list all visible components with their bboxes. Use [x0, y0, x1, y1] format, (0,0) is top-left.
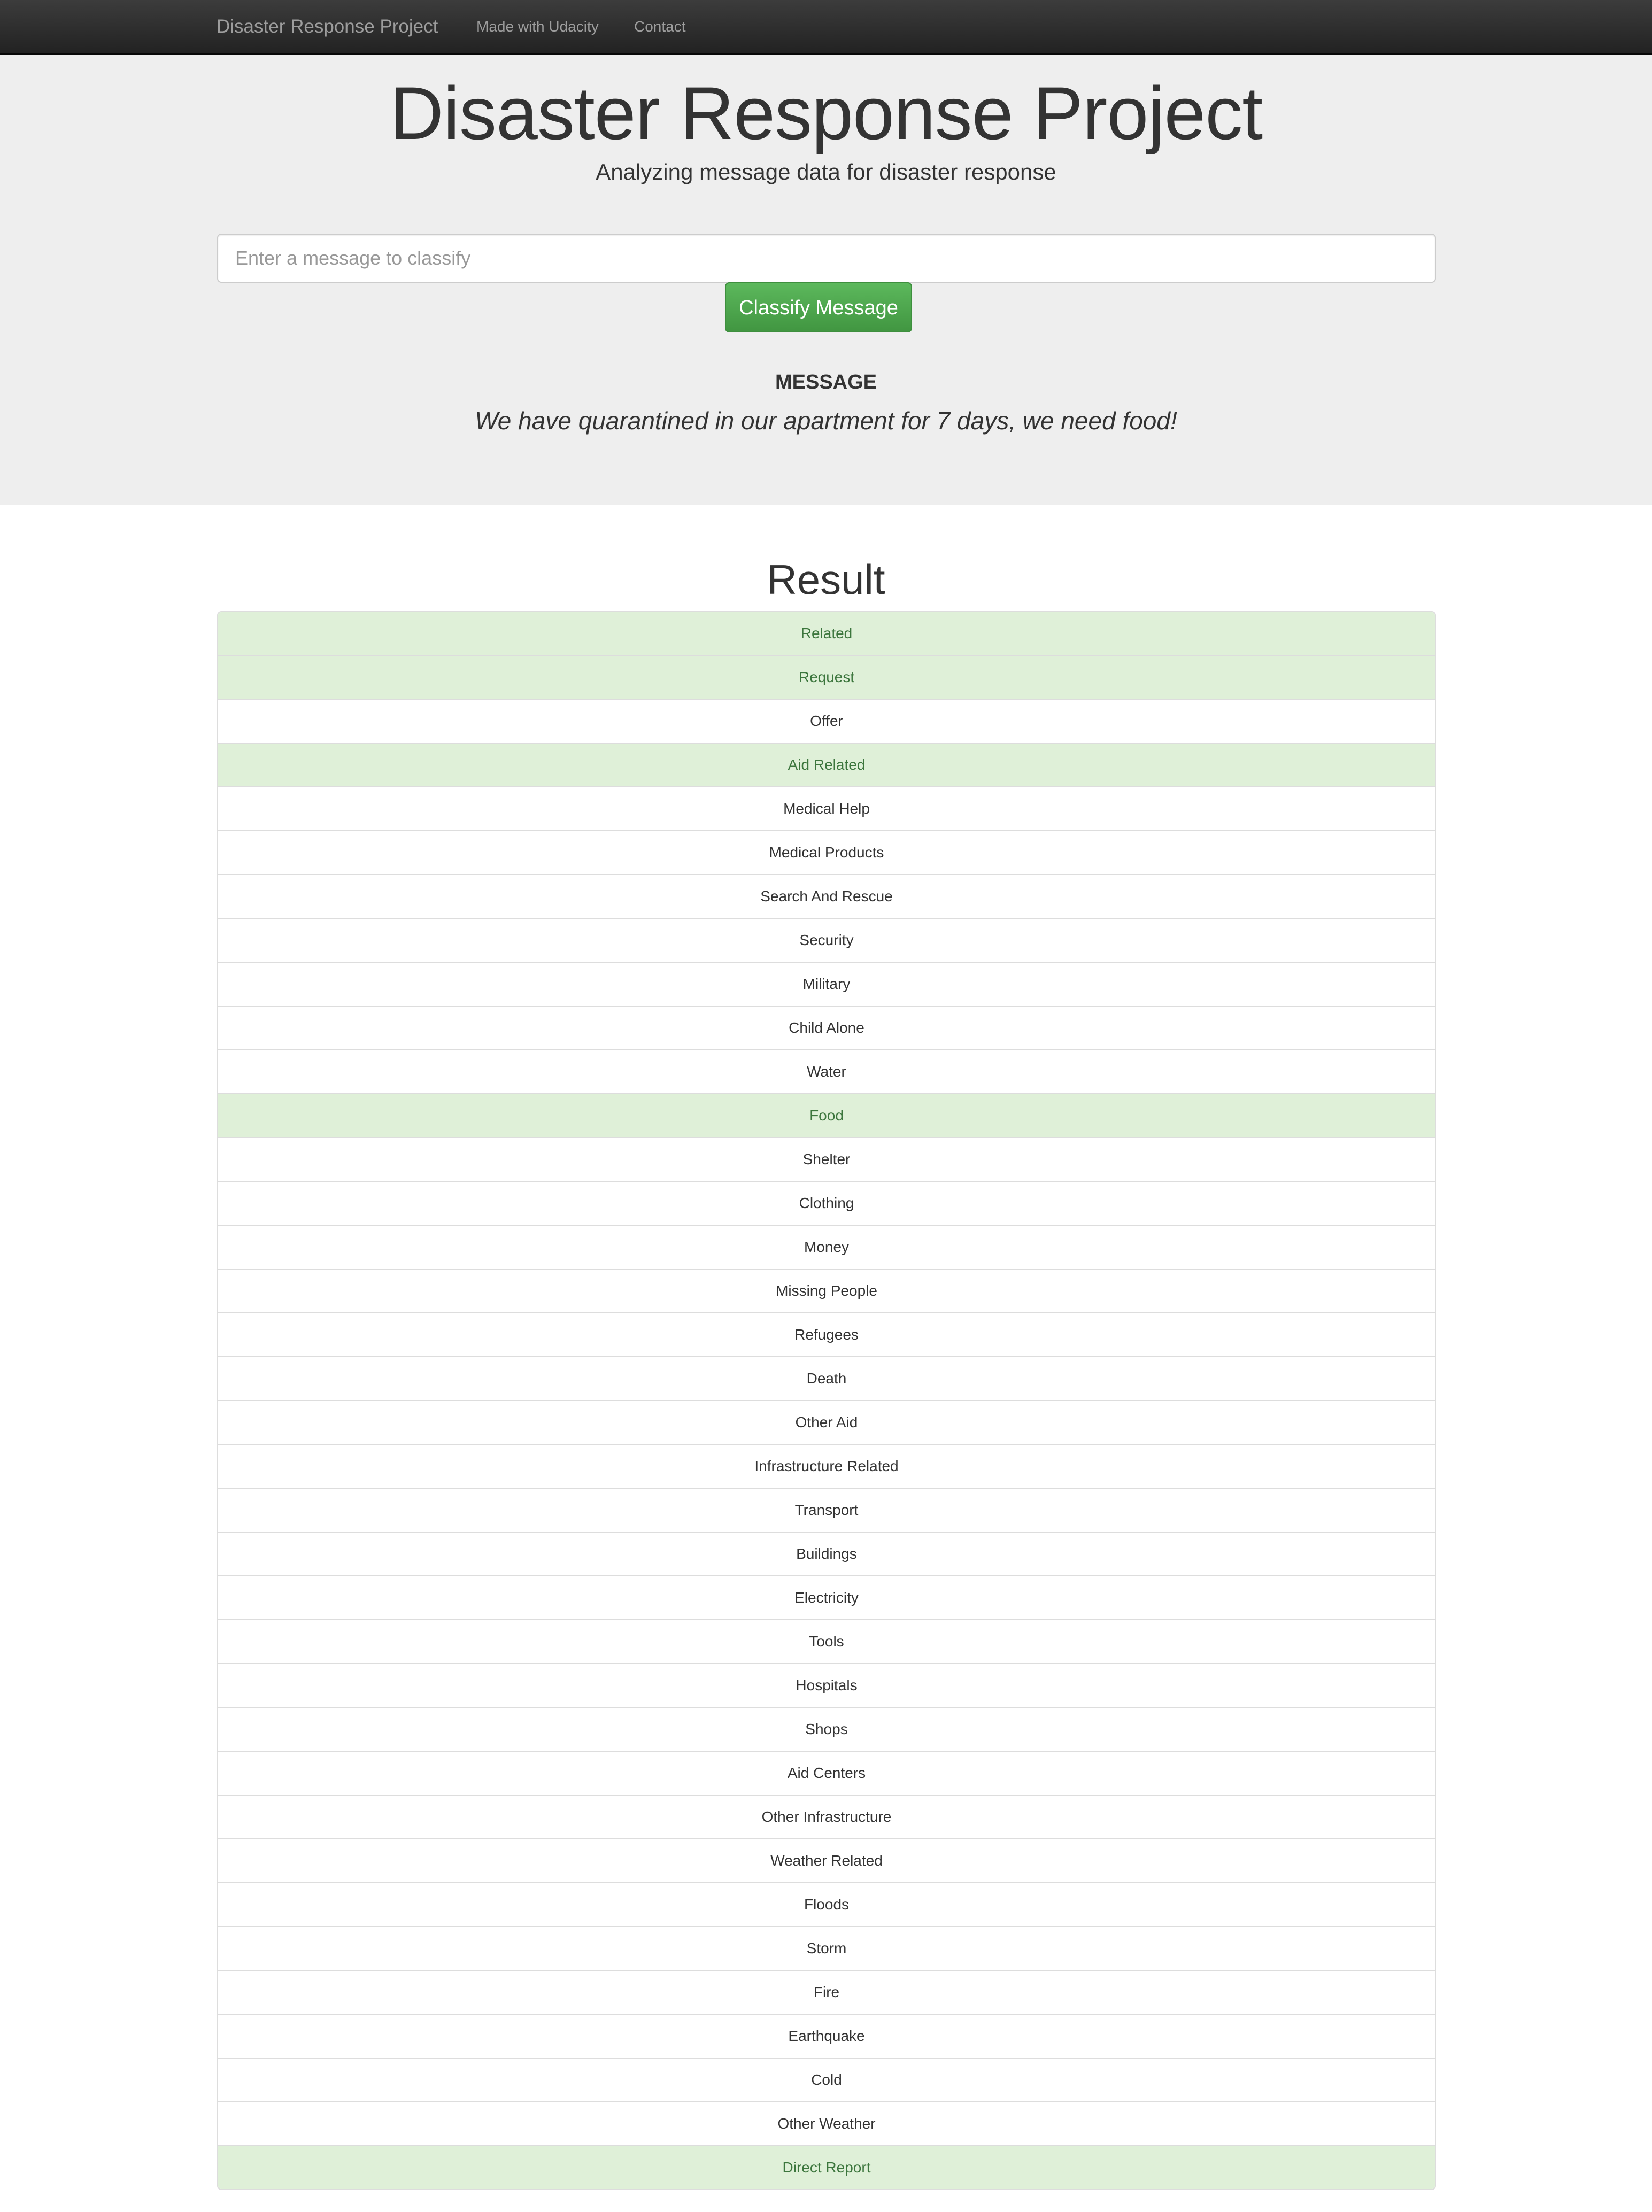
result-category-item: Request	[218, 656, 1435, 700]
message-input[interactable]	[217, 234, 1436, 283]
classify-message-button[interactable]: Classify Message	[725, 282, 912, 332]
result-category-item: Security	[218, 919, 1435, 963]
result-category-item: Money	[218, 1226, 1435, 1270]
result-category-item: Fire	[218, 1971, 1435, 2015]
result-category-item: Refugees	[218, 1313, 1435, 1357]
result-category-item: Related	[218, 612, 1435, 656]
result-category-item: Transport	[218, 1489, 1435, 1533]
result-category-item: Missing People	[218, 1270, 1435, 1313]
result-category-list	[217, 611, 1436, 2190]
result-category-item: Tools	[218, 1620, 1435, 1664]
result-category-item: Buildings	[218, 1533, 1435, 1576]
nav-link-contact[interactable]: Contact	[634, 18, 686, 35]
nav-link-made-with-udacity[interactable]: Made with Udacity	[476, 18, 599, 35]
result-category-item: Infrastructure Related	[218, 1445, 1435, 1489]
result-category-item: Shops	[218, 1708, 1435, 1752]
result-category-item: Earthquake	[218, 2015, 1435, 2059]
navbar-brand-link[interactable]: Disaster Response Project	[217, 16, 438, 37]
result-category-item: Shelter	[218, 1138, 1435, 1182]
top-navbar	[0, 0, 1652, 55]
result-category-item: Clothing	[218, 1182, 1435, 1226]
result-category-item: Military	[218, 963, 1435, 1007]
result-category-item: Storm	[218, 1927, 1435, 1971]
message-heading: MESSAGE	[775, 371, 877, 393]
result-category-item: Cold	[218, 2059, 1435, 2102]
page-title: Disaster Response Project	[389, 71, 1263, 155]
result-category-item: Weather Related	[218, 1839, 1435, 1883]
result-category-item: Hospitals	[218, 1664, 1435, 1708]
result-category-item: Death	[218, 1357, 1435, 1401]
result-category-item: Medical Products	[218, 831, 1435, 875]
result-category-item: Other Weather	[218, 2102, 1435, 2146]
hero-section	[0, 55, 1652, 505]
result-category-item: Other Aid	[218, 1401, 1435, 1445]
result-category-item: Child Alone	[218, 1007, 1435, 1050]
result-category-item: Offer	[218, 700, 1435, 744]
result-category-item: Electricity	[218, 1576, 1435, 1620]
result-category-item: Aid Related	[218, 744, 1435, 787]
result-category-item: Other Infrastructure	[218, 1796, 1435, 1839]
result-category-item: Floods	[218, 1883, 1435, 1927]
result-category-item: Water	[218, 1050, 1435, 1094]
result-category-item: Food	[218, 1094, 1435, 1138]
result-title: Result	[767, 556, 885, 603]
page-subtitle: Analyzing message data for disaster response	[596, 159, 1056, 184]
result-category-item: Direct Report	[218, 2146, 1435, 2189]
result-category-item: Search And Rescue	[218, 875, 1435, 919]
result-category-item: Medical Help	[218, 787, 1435, 831]
message-text: We have quarantined in our apartment for 7 days, we need food!	[475, 407, 1177, 435]
result-category-item: Aid Centers	[218, 1752, 1435, 1796]
